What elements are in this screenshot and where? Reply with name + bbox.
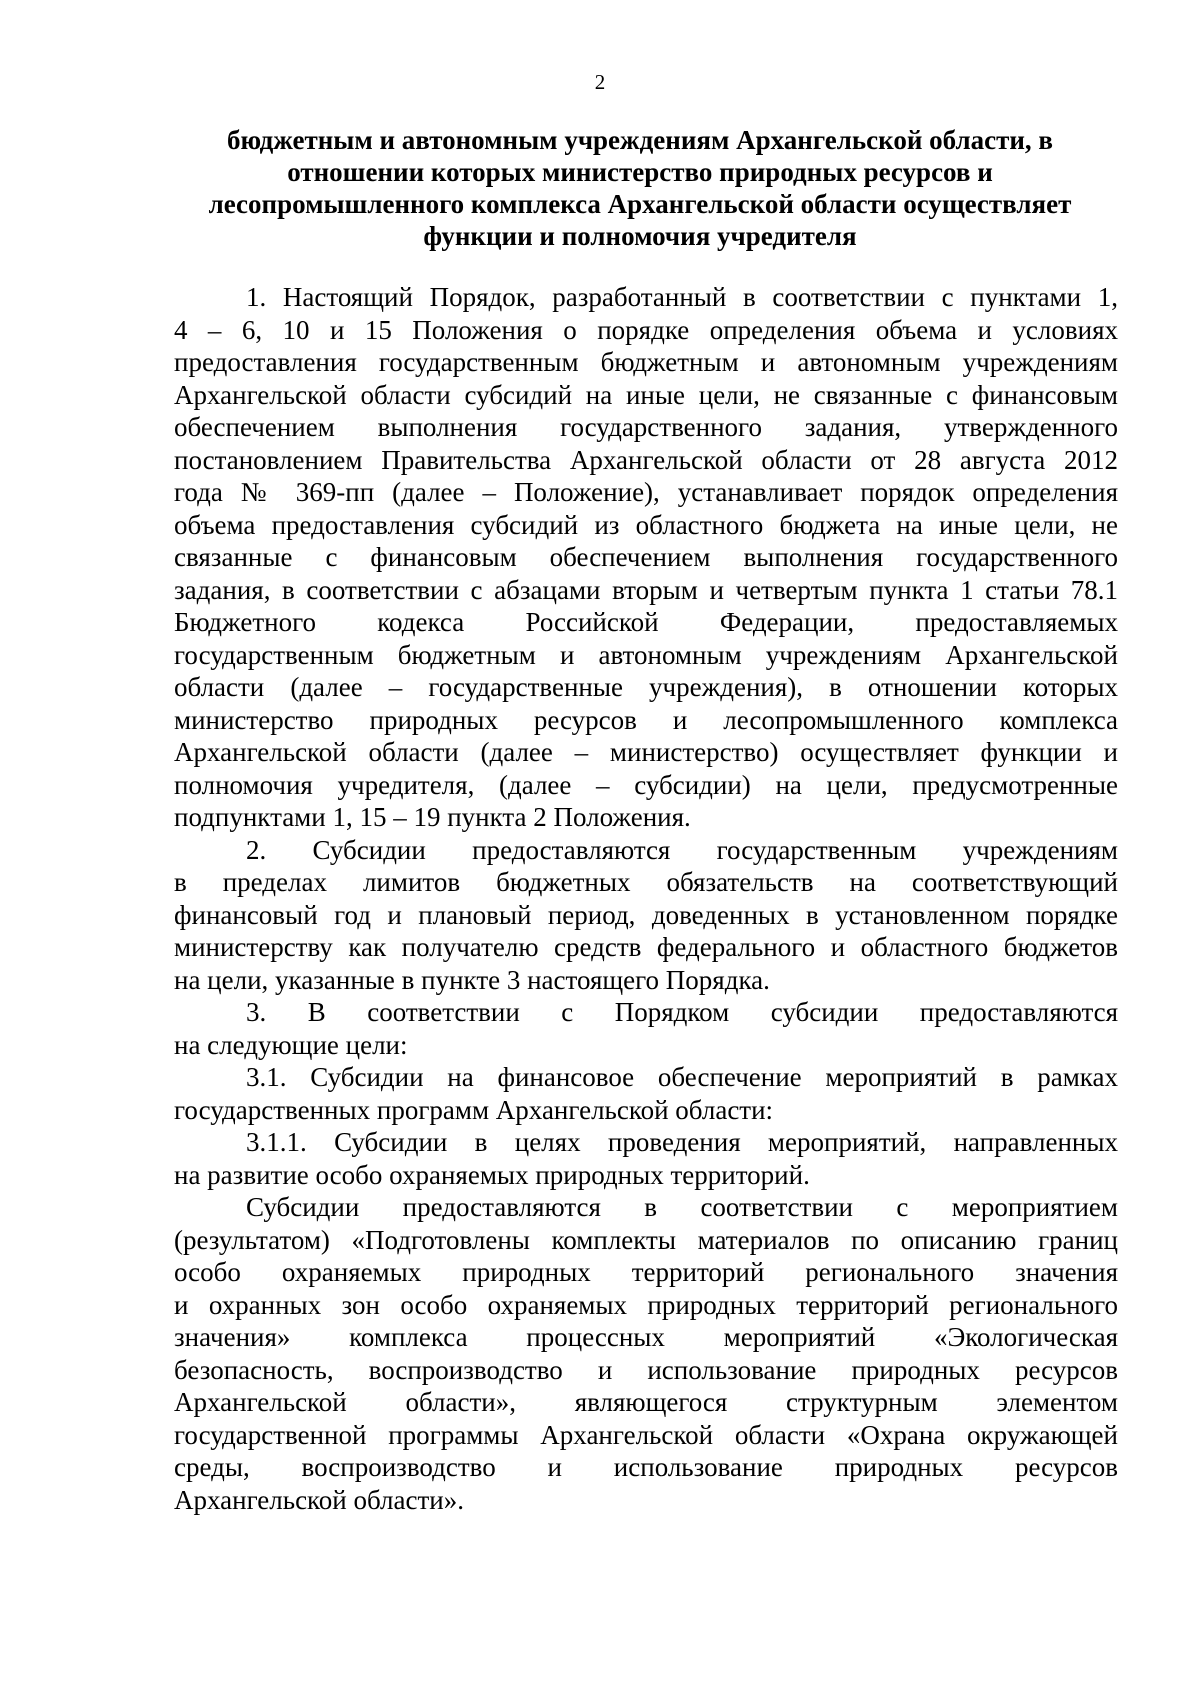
body-line: на следующие цели: (174, 1029, 408, 1060)
body-line: министерство природных ресурсов и лесопромышленного комплекса (174, 704, 1118, 735)
body-line: и охранных зон особо охраняемых природных территорий регионального (174, 1289, 1118, 1320)
body-line: Архангельской области (далее – министерство) осуществляет функции и (174, 737, 1118, 767)
body-line: 3.1. Субсидии на финансовое обеспечение мероприятий в рамках (246, 1062, 1118, 1092)
body-line: 3.1.1. Субсидии в целях проведения мероприятий, направленных (246, 1127, 1118, 1157)
heading-line: функции и полномочия учредителя (423, 221, 857, 251)
body-line: постановлением Правительства Архангельской области от 28 августа 2012 (174, 444, 1118, 475)
body-line: на цели, указанные в пункте 3 настоящего Порядка. (174, 964, 770, 995)
body-line: финансовый год и плановый период, доведенных в установленном порядке (174, 899, 1118, 930)
heading-line: лесопромышленного комплекса Архангельской области осуществляет (208, 189, 1072, 219)
body-line: Бюджетного кодекса Российской Федерации, предоставляемых (174, 607, 1118, 637)
body-line: полномочия учредителя, (далее – субсидии) на цели, предусмотренные (174, 769, 1118, 800)
body-line: года № 369-пп (далее – Положение), устанавливает порядок определения (174, 477, 1118, 507)
body-line: 2. Субсидии предоставляются государственным учреждениям (246, 834, 1118, 865)
body-line: (результатом) «Подготовлены комплекты материалов по описанию границ (174, 1224, 1118, 1255)
body-line: министерству как получателю средств федерального и областного бюджетов (174, 932, 1118, 962)
document-heading (160, 124, 1120, 252)
body-line: значения» комплекса процессных мероприятий «Экологическая (174, 1322, 1118, 1352)
body-line: обеспечением выполнения государственного задания, утвержденного (174, 412, 1118, 442)
body-line: Субсидии предоставляются в соответствии с мероприятием (246, 1192, 1118, 1222)
body-line: на развитие особо охраняемых природных территорий. (174, 1159, 810, 1190)
body-line: безопасность, воспроизводство и использование природных ресурсов (174, 1354, 1118, 1385)
heading-line: отношении которых министерство природных ресурсов и (287, 157, 993, 187)
body-line: задания, в соответствии с абзацами вторым и четвертым пункта 1 статьи 78.1 (174, 574, 1118, 605)
body-line: области (далее – государственные учреждения), в отношении которых (174, 672, 1118, 702)
body-line: государственной программы Архангельской области «Охрана окружающей (174, 1419, 1118, 1450)
body-line: Архангельской области субсидий на иные цели, не связанные с финансовым (174, 379, 1118, 410)
body-line: подпунктами 1, 15 – 19 пункта 2 Положения. (174, 802, 691, 832)
body-line: предоставления государственным бюджетным и автономным учреждениям (174, 347, 1118, 377)
body-line: государственным бюджетным и автономным учреждениям Архангельской (174, 639, 1118, 670)
page-number: 2 (594, 70, 606, 94)
body-line: особо охраняемых природных территорий регионального значения (174, 1257, 1118, 1287)
body-line: государственных программ Архангельской области: (174, 1094, 774, 1125)
document-body (174, 281, 1118, 1516)
body-line: 4 – 6, 10 и 15 Положения о порядке определения объема и условиях (174, 314, 1118, 345)
body-line: 1. Настоящий Порядок, разработанный в соответствии с пунктами 1, (246, 282, 1118, 312)
body-line: среды, воспроизводство и использование природных ресурсов (174, 1452, 1118, 1482)
body-line: Архангельской области», являющегося структурным элементом (174, 1387, 1118, 1417)
body-line: связанные с финансовым обеспечением выполнения государственного (174, 542, 1118, 572)
body-line: 3. В соответствии с Порядком субсидии предоставляются (246, 997, 1118, 1027)
heading-line: бюджетным и автономным учреждениям Архангельской области, в (226, 125, 1054, 155)
body-line: объема предоставления субсидий из областного бюджета на иные цели, не (174, 509, 1118, 540)
body-line: в пределах лимитов бюджетных обязательств на соответствующий (174, 867, 1118, 897)
body-line: Архангельской области». (174, 1484, 464, 1515)
